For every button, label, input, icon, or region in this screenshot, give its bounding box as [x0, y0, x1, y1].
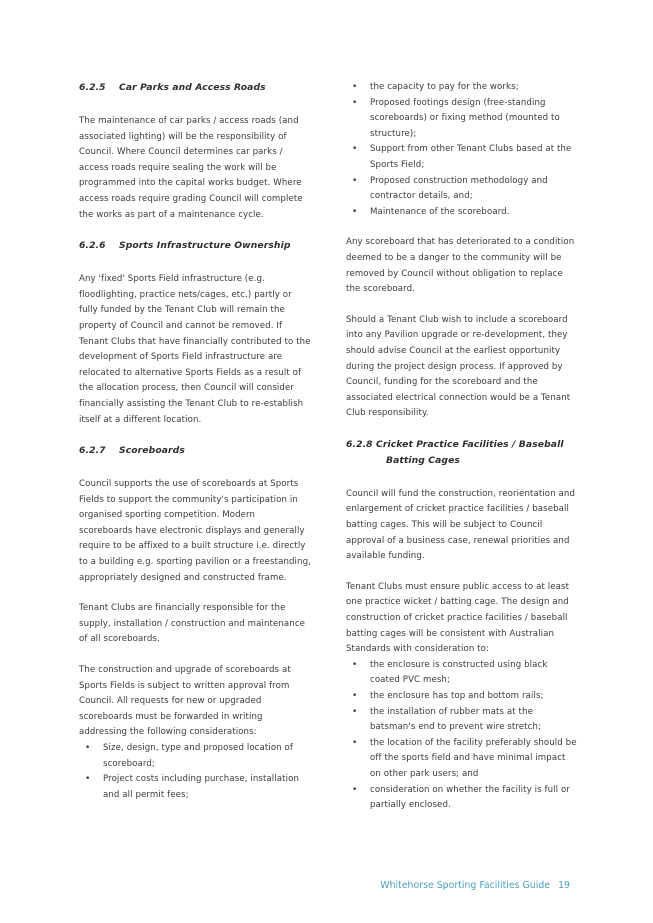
list-item: • the capacity to pay for the works; — [368, 80, 578, 96]
section-title: Scoreboards — [119, 445, 185, 457]
section-number: 6.2.5 — [79, 82, 106, 93]
section-6-2-6-heading — [79, 238, 311, 254]
section-number: 6.2.7 — [79, 445, 106, 457]
list-item: • Project costs including purchase, installation and all permit fees; — [101, 772, 311, 803]
list-item: • the installation of rubber mats at the batsman's end to prevent wire stretch; — [368, 705, 578, 736]
list-item: • Size, design, type and proposed location of scoreboard; — [101, 741, 311, 772]
list-item: • Maintenance of the scoreboard. — [368, 205, 578, 221]
scoreboard-considerations-list — [79, 741, 311, 803]
section-number: 6.2.8 — [346, 438, 373, 450]
list-item: • the enclosure is constructed using black coated PVC mesh; — [368, 658, 578, 689]
footer-title: Whitehorse Sporting Facilities Guide — [380, 880, 551, 891]
list-item: • Proposed construction methodology and contractor details, and; — [368, 174, 578, 205]
scoreboard-considerations-list-continued — [346, 80, 578, 220]
right-column — [346, 80, 578, 814]
section-6-2-6-body: Any 'fixed' Sports Field infrastructure (e.g. floodlighting, practice nets/cages, etc.) partly or fully funded by the Tenant Club will remain the property of Council and cannot be removed. If Tenant Clubs that have financially contributed to the development of Sports Field infrastructure are relocated to alternative Sports Fields as a result of the allocation process, then Council will consider financially assisting the Tenant Club to re-establish itself at a different location. — [79, 274, 311, 425]
cricket-considerations-list — [346, 658, 578, 814]
section-6-2-5-body: The maintenance of car parks / access roads (and associated lighting) will be the responsibility of Council. Where Council determines car parks / access roads require sealing the work will be programmed into the capital works budget. Where access roads require grading Council will complete the works as part of a maintenance cycle. — [79, 116, 303, 220]
scoreboards-paragraph-1: Council supports the use of scoreboards at Sports Fields to support the community's participation in organised sporting competition. Modern scoreboards have electronic displays and generally require to be affixed to a built structure i.e. directly to a building e.g. sporting pavilion or a freestanding, appropriately designed and constructed frame. — [79, 479, 311, 583]
section-6-2-8-heading — [346, 437, 578, 469]
cricket-paragraph-2: Tenant Clubs must ensure public access to at least one practice wicket / batting cage. The design and construction of cricket practice facilities / baseball batting cages will be consistent with Australian Standards with consideration to: — [346, 581, 570, 655]
list-item: • Support from other Tenant Clubs based at the Sports Field; — [368, 142, 578, 173]
cricket-paragraph-1: Council will fund the construction, reorientation and enlargement of cricket practice facilities / baseball batting cages. This will be subject to Council approval of a business case, renewal priorities and available funding. — [346, 488, 575, 562]
section-title: Car Parks and Access Roads — [119, 82, 266, 93]
section-title-line-2: Batting Cages — [386, 454, 460, 466]
page-footer — [380, 880, 570, 891]
scoreboard-pavilion-paragraph: Should a Tenant Club wish to include a scoreboard into any Pavilion upgrade or re-development, they should advise Council at the earliest opportunity during the project design process. If approved by Council, funding for the scoreboard and the associated electrical connection would be a Tenant Club responsibility. — [346, 314, 571, 419]
list-item: • consideration on whether the facility is full or partially enclosed. — [368, 783, 578, 814]
page-number: 19 — [558, 880, 570, 891]
list-item: • Proposed footings design (free-standing scoreboards) or fixing method (mounted to structure); — [368, 96, 578, 143]
section-number: 6.2.6 — [79, 240, 106, 252]
scoreboards-paragraph-3: The construction and upgrade of scoreboards at Sports Fields is subject to written approval from Council. All requests for new or upgraded scoreboards must be forwarded in writing addressing the following considerations: — [79, 665, 291, 738]
list-item: • the location of the facility preferably should be off the sports field and have minimal impact on other park users; and — [368, 736, 578, 783]
section-title-line-1: Cricket Practice Facilities / Baseball — [375, 438, 564, 450]
left-column — [79, 80, 311, 803]
section-6-2-5-heading — [79, 80, 311, 96]
scoreboard-deterioration-paragraph: Any scoreboard that has deteriorated to a condition deemed to be a danger to the community will be removed by Council without obligation to replace the scoreboard. — [346, 237, 575, 295]
scoreboards-paragraph-2: Tenant Clubs are financially responsible for the supply, installation / construction and maintenance of all scoreboards. — [79, 603, 306, 645]
list-item: • the enclosure has top and bottom rails; — [368, 689, 578, 705]
section-title: Sports Infrastructure Ownership — [119, 240, 291, 252]
section-6-2-7-heading — [79, 443, 311, 459]
